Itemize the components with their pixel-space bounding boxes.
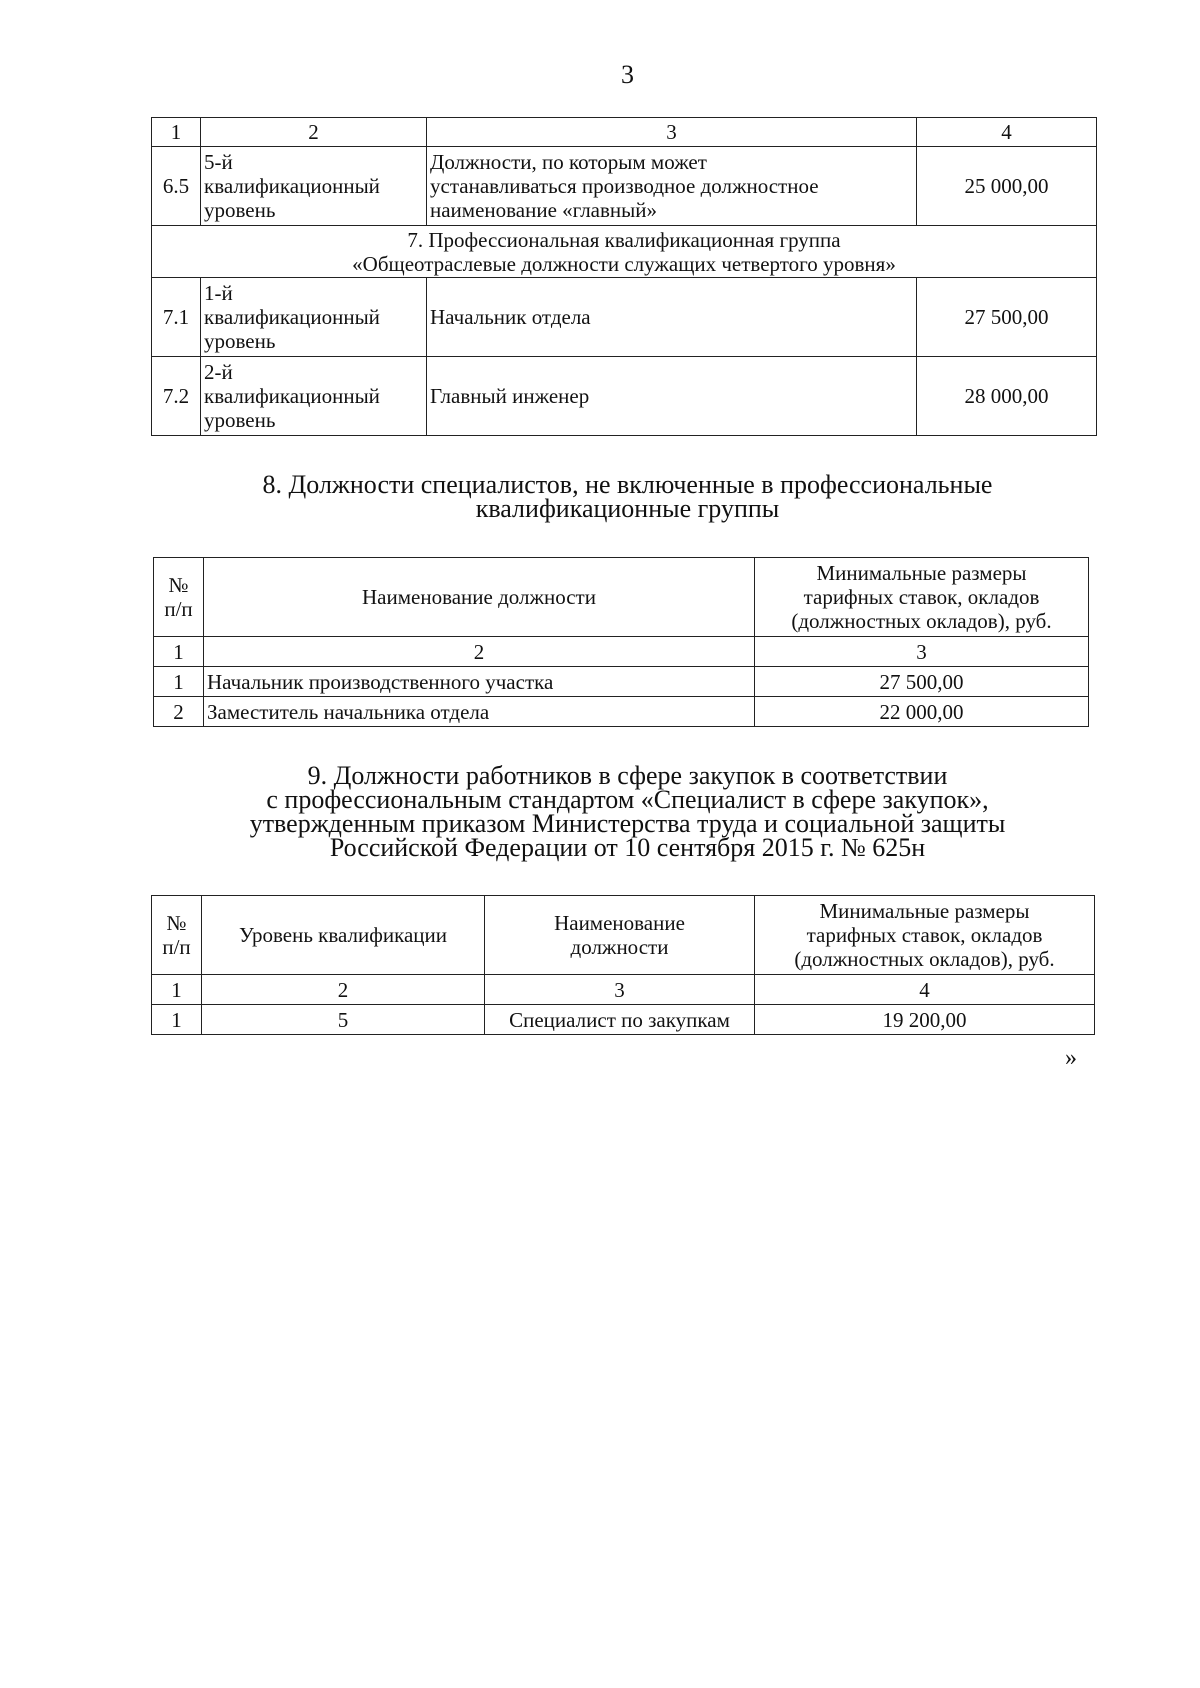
column-index: 1: [154, 637, 204, 667]
salary-amount: 22 000,00: [755, 697, 1089, 727]
column-index: 3: [427, 118, 917, 147]
position-name: Специалист по закупкам: [485, 1005, 755, 1035]
column-header-number: № п/п: [152, 896, 202, 975]
table-row: [154, 667, 1089, 697]
position-name: Заместитель начальника отдела: [204, 697, 755, 727]
table-index-row: [152, 118, 1097, 147]
salary-amount: 28 000,00: [917, 357, 1097, 436]
position-description: Начальник отдела: [427, 278, 917, 357]
qualification-level: 1-й квалификационный уровень: [201, 278, 427, 357]
column-header-salary: Минимальные размеры тарифных ставок, окладов (должностных окладов), руб.: [755, 896, 1095, 975]
table-index-row: [154, 637, 1089, 667]
table-row: [152, 1005, 1095, 1035]
closing-quote: »: [1065, 1045, 1077, 1071]
row-number: 1: [154, 667, 204, 697]
salary-table-continuation: [151, 117, 1097, 436]
qualification-level: 5: [202, 1005, 485, 1035]
column-index: 1: [152, 118, 201, 147]
column-header-position: Наименование должности: [204, 558, 755, 637]
group-7-title: 7. Профессиональная квалификационная группа «Общеотраслевые должности служащих четвертого уровня»: [152, 226, 1097, 278]
column-header-qualification: Уровень квалификации: [202, 896, 485, 975]
column-index: 2: [202, 975, 485, 1005]
table-index-row: [152, 975, 1095, 1005]
table-row: [154, 697, 1089, 727]
qualification-level: 5-й квалификационный уровень: [201, 147, 427, 226]
position-description: Главный инженер: [427, 357, 917, 436]
salary-amount: 25 000,00: [917, 147, 1097, 226]
section-8-title: 8. Должности специалистов, не включенные в профессиональные квалификационные группы: [262, 470, 993, 523]
group-header-row: [152, 226, 1097, 278]
salary-amount: 27 500,00: [917, 278, 1097, 357]
column-header-number: № п/п: [154, 558, 204, 637]
column-index: 4: [755, 975, 1095, 1005]
row-number: 1: [152, 1005, 202, 1035]
column-index: 3: [485, 975, 755, 1005]
column-header-position: Наименование должности: [485, 896, 755, 975]
column-index: 2: [204, 637, 755, 667]
qualification-level: 2-й квалификационный уровень: [201, 357, 427, 436]
position-description: Должности, по которым может устанавливаться производное должностное наименование «главный»: [427, 147, 917, 226]
table-row: [152, 357, 1097, 436]
column-index: 1: [152, 975, 202, 1005]
column-index: 4: [917, 118, 1097, 147]
salary-amount: 27 500,00: [755, 667, 1089, 697]
row-number: 7.1: [152, 278, 201, 357]
column-index: 3: [755, 637, 1089, 667]
table-header-row: [152, 896, 1095, 975]
row-number: 7.2: [152, 357, 201, 436]
position-name: Начальник производственного участка: [204, 667, 755, 697]
row-number: 2: [154, 697, 204, 727]
salary-amount: 19 200,00: [755, 1005, 1095, 1035]
section-9-table: [151, 895, 1095, 1035]
row-number: 6.5: [152, 147, 201, 226]
page-number: 3: [621, 60, 634, 89]
section-9-title: 9. Должности работников в сфере закупок в соответствии с профессиональным стандартом «Специалист в сфере закупок», утвержденным приказом Министерства труда и социальной защиты Российской Федерации от 10 сентября 2015 г. № 625н: [249, 761, 1006, 862]
table-row: [152, 278, 1097, 357]
section-8-table: [153, 557, 1089, 727]
column-header-salary: Минимальные размеры тарифных ставок, окладов (должностных окладов), руб.: [755, 558, 1089, 637]
table-row: [152, 147, 1097, 226]
table-header-row: [154, 558, 1089, 637]
column-index: 2: [201, 118, 427, 147]
